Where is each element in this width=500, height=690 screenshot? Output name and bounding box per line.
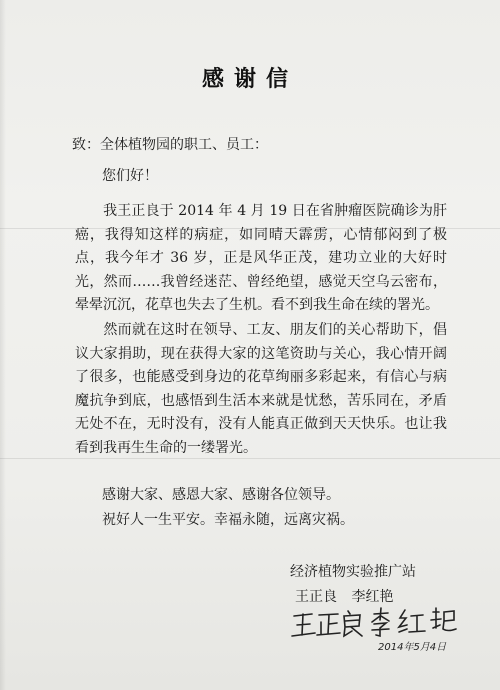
- letter-salutation: 致：全体植物园的职工、员工：: [72, 137, 268, 153]
- sender-names: 王正良 李红艳: [295, 589, 394, 605]
- sender-organization: 经济植物实验推广站: [290, 564, 416, 580]
- letter-greeting: 您们好！: [102, 168, 158, 184]
- page-edge-shadow: [0, 0, 6, 690]
- thanks-line: 感谢大家、感恩大家、感谢各位领导。: [102, 487, 340, 503]
- signature-date: 2014年5月4日: [378, 642, 447, 653]
- letter-title: 感谢信: [201, 66, 298, 92]
- letter-paragraph-2: [75, 319, 447, 461]
- letter-paragraph-1: [75, 200, 447, 318]
- wish-line: 祝好人一生平安。幸福永随，远离灾祸。: [102, 512, 354, 528]
- handwritten-signature: [288, 598, 468, 658]
- paragraph-text: 然而就在这时在领导、工友、朋友们的关心帮助下，倡议大家捐助，现在获得大家的这笔资助与关心，我心情开阔了很多，也能感受到身边的花草绚丽多彩起来，有信心与病魔抗争到底，也感悟到生活本来就是忧愁，苦乐同在，矛盾无处不在，无时没有，没有人能真正做到天天快乐。也让我看到我再生生命的一缕署光。: [75, 322, 447, 456]
- paragraph-text: 我王正良于 2014 年 4 月 19 日在省肿瘤医院确诊为肝癌，我得知这样的病症，如同晴天霹雳，心情郁闷到了极点，我今年才 36 岁，正是风华正茂，建功立业的大好时光，然而……我曾经迷茫、曾经绝望，感觉天空乌云密布，晕晕沉沉，花草也失去了生机。看不到我生命在续的署光。: [75, 203, 447, 314]
